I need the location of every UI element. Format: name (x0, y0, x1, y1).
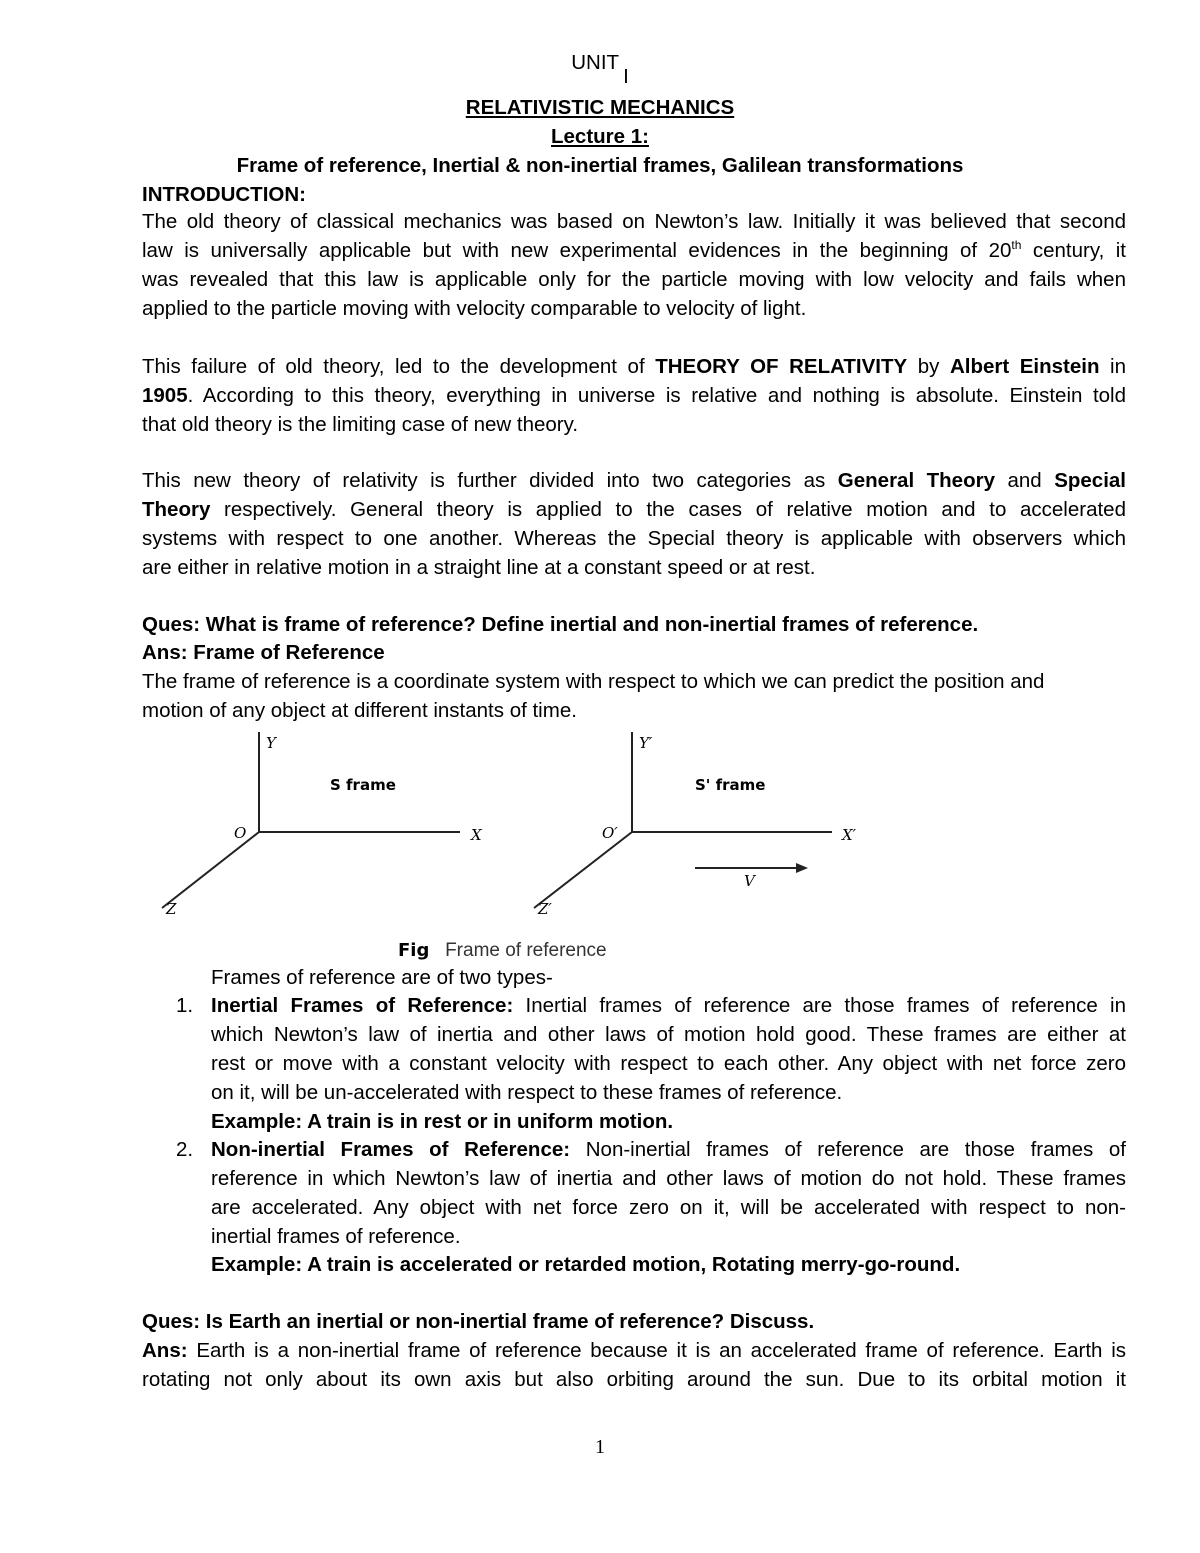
figure-caption (398, 935, 798, 965)
text-span: Inertial frames of reference are those frames of reference in (513, 994, 1126, 1017)
s-prime-origin-label: O′ (602, 824, 618, 842)
bold-term: Albert Einstein (949, 355, 1100, 378)
para3-line (142, 495, 1126, 524)
list-item-2-line (211, 1135, 1126, 1164)
s-y-label: Y (266, 734, 276, 752)
introduction-heading: INTRODUCTION: (142, 183, 306, 206)
bold-term: Inertial Frames of Reference: (211, 994, 514, 1017)
velocity-arrowhead (796, 863, 808, 873)
answer-1-line: motion of any object at different instants of time. (142, 699, 577, 722)
para3-line: are either in relative motion in a straight line at a constant speed or at rest. (142, 556, 816, 579)
superscript: th (1011, 238, 1022, 253)
answer-label: Ans: (142, 1339, 188, 1362)
text-span: . According to this theory, everything in universe is relative and nothing is absolute. Einstein told (187, 384, 1126, 407)
bold-term: 1905 (142, 384, 188, 407)
velocity-label: V (744, 872, 755, 890)
para1-line (142, 236, 1126, 265)
text-span: Non-inertial frames of reference are those frames of (570, 1138, 1126, 1161)
s-prime-z-label: Z′ (538, 900, 552, 918)
list-number: 1. (176, 994, 194, 1017)
s-prime-x-label: X′ (842, 826, 857, 844)
list-item-2-line: are accelerated. Any object with net force zero on it, will be accelerated with respect to non- (211, 1196, 1126, 1219)
para3-line (142, 466, 1126, 495)
text-span: This new theory of relativity is further divided into two categories as (142, 469, 838, 492)
list-item-1-line (211, 991, 1126, 1020)
s-prime-z-axis (534, 832, 632, 908)
s-prime-frame-label: S' frame (695, 776, 766, 794)
answer-1-line: The frame of reference is a coordinate system with respect to which we can predict the position and (142, 670, 1045, 693)
question-1: Ques: What is frame of reference? Define inertial and non-inertial frames of reference. (142, 613, 979, 636)
para1-line: was revealed that this law is applicable only for the particle moving with low velocity and fails when (142, 268, 1126, 291)
bold-term: Theory (142, 498, 211, 521)
answer-2-line (142, 1336, 1126, 1365)
para2-line: that old theory is the limiting case of new theory. (142, 413, 579, 436)
text-span: by (907, 355, 950, 378)
bold-term: THEORY OF RELATIVITY (655, 355, 908, 378)
lecture-topics: Frame of reference, Inertial & non-inertial frames, Galilean transformations (236, 154, 964, 177)
list-item-1-line: which Newton’s law of inertia and other laws of motion hold good. These frames are either at (211, 1023, 1126, 1046)
types-intro: Frames of reference are of two types- (211, 966, 553, 989)
s-z-label: Z (166, 900, 177, 918)
unit-heading (0, 48, 1200, 88)
document-title: RELATIVISTIC MECHANICS (465, 96, 735, 119)
para3-line: systems with respect to one another. Whereas the Special theory is applicable with observers which (142, 527, 1126, 550)
text-span: and (995, 469, 1055, 492)
s-origin-label: O (234, 824, 247, 842)
list-item-1-line: rest or move with a constant velocity with respect to each other. Any object with net force zero (211, 1052, 1126, 1075)
page-number: 1 (595, 1436, 605, 1458)
caption-text: Frame of reference (445, 940, 607, 961)
s-frame-label: S frame (330, 776, 396, 794)
s-prime-y-label: Y′ (639, 734, 653, 752)
text-span: Earth is a non-inertial frame of reference because it is an accelerated frame of reference. Earth is (187, 1339, 1126, 1362)
frame-of-reference-figure (150, 728, 870, 938)
text-span: century, it (1021, 239, 1127, 262)
answer-2-line: rotating not only about its own axis but also orbiting around the sun. Due to its orbital motion it (142, 1368, 1126, 1391)
s-z-axis (162, 832, 259, 908)
text-span: This failure of old theory, led to the development of (142, 355, 656, 378)
text-span: in (1099, 355, 1127, 378)
list-item-2-line: inertial frames of reference. (211, 1225, 461, 1248)
list-item-1-example: Example: A train is in rest or in uniform motion. (211, 1110, 674, 1133)
list-item-2-line: reference in which Newton’s law of inertia and other laws of motion do not hold. These frames (211, 1167, 1126, 1190)
lecture-heading: Lecture 1: (551, 125, 649, 148)
bold-term: Non-inertial Frames of Reference: (211, 1138, 571, 1161)
para2-line (142, 381, 1126, 410)
unit-label: UNIT (571, 51, 620, 74)
para2-line (142, 352, 1126, 381)
bold-term: General Theory (837, 469, 995, 492)
para1-line: applied to the particle moving with velocity comparable to velocity of light. (142, 297, 807, 320)
list-item-1-line: on it, will be un-accelerated with respect to these frames of reference. (211, 1081, 843, 1104)
text-span: respectively. General theory is applied to the cases of relative motion and to accelerated (210, 498, 1126, 521)
caption-prefix: Fig (398, 940, 430, 961)
text-span: law is universally applicable but with new experimental evidences in the beginning of 20 (142, 239, 1012, 262)
unit-number: I (623, 65, 629, 88)
list-item-2-example: Example: A train is accelerated or retarded motion, Rotating merry-go-round. (211, 1253, 961, 1276)
s-x-label: X (471, 826, 482, 844)
para1-line: The old theory of classical mechanics was based on Newton’s law. Initially it was believed that second (142, 210, 1126, 233)
question-2: Ques: Is Earth an inertial or non-inertial frame of reference? Discuss. (142, 1310, 815, 1333)
answer-1-heading: Ans: Frame of Reference (142, 641, 385, 664)
bold-term: Special (1054, 469, 1126, 492)
list-number: 2. (176, 1138, 194, 1161)
